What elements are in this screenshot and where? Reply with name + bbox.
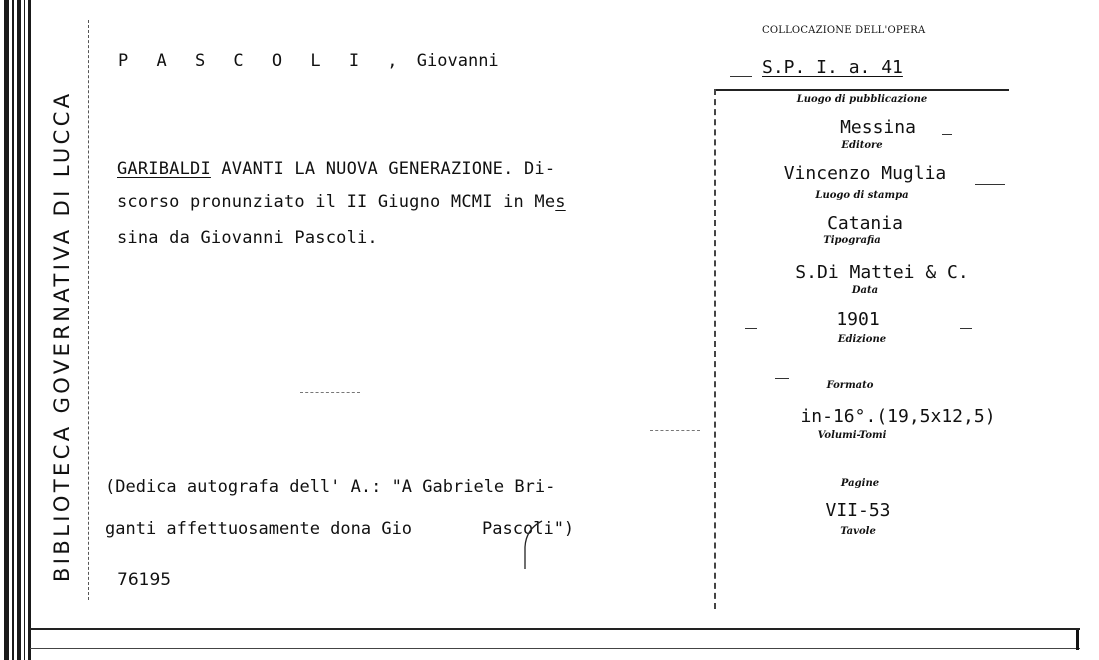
guide-dash	[745, 328, 757, 329]
title-line-2-tail: s	[555, 192, 566, 212]
volumi-tomi-label: Volumi-Tomi	[817, 430, 887, 441]
pagine-value: VII-53	[825, 500, 891, 521]
collocazione-value: S.P. I. a. 41	[762, 57, 903, 78]
card-bottom-rule	[30, 628, 1080, 630]
title-line-1	[117, 159, 555, 179]
guide-dash	[942, 134, 952, 135]
guide-dash	[960, 328, 972, 329]
editore-label: Editore	[841, 140, 883, 151]
luogo-pubblicazione-value: Messina	[840, 117, 916, 138]
formato-value: in-16°.(19,5x12,5)	[800, 406, 996, 427]
dedication-line-2-b: Pascoli")	[482, 519, 575, 539]
dedication-line-1: (Dedica autografa dell' A.: "A Gabriele Bri-	[105, 477, 556, 497]
dedication-line-2	[105, 519, 574, 539]
data-value: 1901	[836, 309, 880, 330]
author-given-name: Giovanni	[416, 51, 499, 71]
author-heading	[118, 51, 499, 71]
title-line-3: sina da Giovanni Pascoli.	[117, 228, 378, 248]
collocazione-label: COLLOCAZIONE DELL'OPERA	[762, 25, 926, 36]
luogo-pubblicazione-label: Luogo di pubblicazione	[796, 94, 928, 105]
guide-dash	[775, 378, 789, 379]
luogo-stampa-value: Catania	[827, 213, 903, 234]
edizione-label: Edizione	[837, 334, 887, 345]
data-label: Data	[851, 285, 879, 296]
card-edge-mark	[1076, 630, 1079, 650]
tipografia-label: Tipografia	[823, 235, 881, 246]
title-line-2	[117, 192, 566, 212]
tipografia-value: S.Di Mattei & C.	[795, 262, 969, 283]
guide-dash	[300, 392, 360, 393]
tavole-label: Tavole	[840, 526, 876, 537]
formato-label: Formato	[826, 380, 874, 391]
guide-dash	[650, 430, 700, 431]
card-binding-edge	[0, 0, 38, 660]
pagine-label: Pagine	[840, 478, 880, 489]
inventory-number: 76195	[117, 570, 172, 590]
luogo-stampa-label: Luogo di stampa	[815, 190, 909, 201]
guide-dash	[730, 76, 752, 77]
dedication-line-2-a: ganti affettuosamente dona Gio	[105, 519, 413, 539]
left-guide-line	[88, 20, 89, 600]
guide-dash	[975, 184, 1005, 185]
panel-frame-left	[714, 89, 716, 609]
card-bottom-rule-2	[30, 648, 1080, 649]
author-surname: P A S C O L I ,	[118, 51, 407, 71]
editore-value: Vincenzo Muglia	[783, 163, 947, 184]
title-line-1-text: AVANTI LA NUOVA GENERAZIONE. Di-	[210, 159, 556, 179]
title-keyword: GARIBALDI	[117, 159, 211, 179]
library-vertical-label: BIBLIOTECA GOVERNATIVA DI LUCCA	[50, 90, 74, 582]
title-line-2-text: scorso pronunziato il II Giugno MCMI in Me	[117, 192, 556, 212]
pen-mark	[520, 517, 550, 577]
panel-frame-top	[714, 89, 1009, 91]
